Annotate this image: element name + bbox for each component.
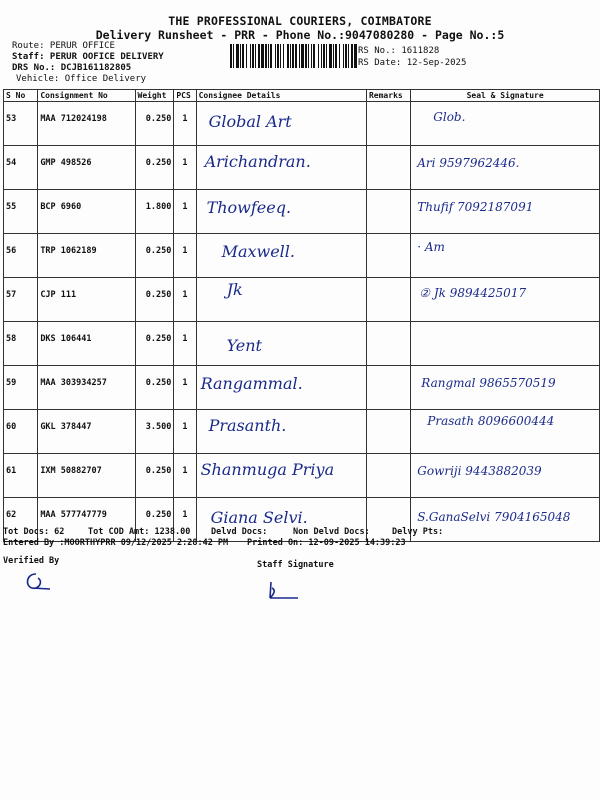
seal-signature-cell <box>411 102 600 146</box>
receiver-signature: Ari 9597962446. <box>417 156 520 170</box>
verified-by-label: Verified By <box>3 556 60 566</box>
total-cod: Tot COD Amt: 1238.00 <box>88 527 191 537</box>
consignment-cell <box>38 410 135 454</box>
non-delivered-docs: Non Delvd Docs: <box>293 527 370 537</box>
pcs-cell <box>174 322 196 366</box>
sno-text: 58 <box>6 334 17 344</box>
table-row <box>4 102 600 146</box>
consignment-text: MAA 577747779 <box>40 510 107 520</box>
pcs-text: 1 <box>182 334 188 344</box>
pcs-cell <box>174 146 196 190</box>
seal-signature-cell <box>411 410 600 454</box>
pcs-text: 1 <box>182 202 188 212</box>
pcs-text: 1 <box>182 246 188 256</box>
verifier-signature <box>22 568 52 594</box>
weight-text: 3.500 <box>145 422 172 432</box>
consignee-details-cell <box>196 190 366 234</box>
col-remarks: Remarks <box>366 90 410 102</box>
consignee-details-cell <box>196 410 366 454</box>
delivery-points: Delvy Pts: <box>392 527 444 537</box>
rs-number: RS No.: 1611828 <box>358 46 440 56</box>
sno-text: 59 <box>6 378 17 388</box>
receiver-signature: Rangmal 9865570519 <box>421 376 556 390</box>
table-row <box>4 278 600 322</box>
staff-signature-label: Staff Signature <box>257 560 334 570</box>
remarks-cell <box>366 322 410 366</box>
col-details: Consignee Details <box>196 90 366 102</box>
staff-signature <box>262 578 302 604</box>
receiver-signature: Gowriji 9443882039 <box>417 464 542 478</box>
pcs-text: 1 <box>182 510 188 520</box>
runsheet-subtitle: Delivery Runsheet - PRR - Phone No.:9047080280 - Page No.:5 <box>95 28 505 42</box>
receiver-signature: Glob. <box>433 110 466 124</box>
weight-text: 0.250 <box>145 290 172 300</box>
sno-cell <box>4 278 38 322</box>
weight-cell <box>135 190 174 234</box>
remarks-cell <box>366 410 410 454</box>
seal-signature-cell <box>411 278 600 322</box>
rs-date: RS Date: 12-Sep-2025 <box>358 58 467 68</box>
seal-signature-cell <box>411 454 600 498</box>
consignee-details-cell <box>196 322 366 366</box>
pcs-cell <box>174 410 196 454</box>
remarks-cell <box>366 146 410 190</box>
consignment-cell <box>38 190 135 234</box>
table-row <box>4 322 600 366</box>
consignment-cell <box>38 102 135 146</box>
weight-cell <box>135 102 174 146</box>
sno-text: 53 <box>6 114 17 124</box>
remarks-cell <box>366 102 410 146</box>
consignment-cell <box>38 322 135 366</box>
company-title: THE PROFESSIONAL COURIERS, COIMBATORE <box>168 14 432 28</box>
receiver-signature: ② Jk 9894425017 <box>419 286 527 300</box>
consignee-name-handwritten: Thowfeeq. <box>206 198 292 217</box>
pcs-text: 1 <box>182 466 188 476</box>
pcs-cell <box>174 366 196 410</box>
table-row <box>4 190 600 234</box>
consignment-text: MAA 712024198 <box>40 114 107 124</box>
pcs-cell <box>174 234 196 278</box>
remarks-cell <box>366 366 410 410</box>
weight-text: 0.250 <box>145 158 172 168</box>
col-pcs: PCS <box>174 90 196 102</box>
pcs-text: 1 <box>182 290 188 300</box>
weight-text: 0.250 <box>145 466 172 476</box>
consignment-text: BCP 6960 <box>40 202 82 212</box>
pcs-text: 1 <box>182 378 188 388</box>
seal-signature-cell <box>411 234 600 278</box>
consignment-cell <box>38 146 135 190</box>
total-docs: Tot Docs: 62 <box>3 527 65 537</box>
sno-cell <box>4 454 38 498</box>
delivered-docs: Delvd Docs: <box>211 527 268 537</box>
consignment-text: TRP 1062189 <box>40 246 97 256</box>
table-header <box>4 90 600 102</box>
remarks-cell <box>366 234 410 278</box>
consignment-cell <box>38 234 135 278</box>
sno-cell <box>4 190 38 234</box>
weight-text: 1.800 <box>145 202 172 212</box>
sno-text: 55 <box>6 202 17 212</box>
sno-cell <box>4 234 38 278</box>
consignee-name-handwritten: Rangammal. <box>200 374 303 393</box>
consignment-text: IXM 50882707 <box>40 466 102 476</box>
drs-label: DRS No.: DCJB161182805 <box>12 63 132 73</box>
table-row <box>4 410 600 454</box>
consignee-name-handwritten: Global Art <box>208 112 292 131</box>
runsheet-table <box>3 89 600 542</box>
consignee-details-cell <box>196 146 366 190</box>
consignment-cell <box>38 454 135 498</box>
pcs-cell <box>174 190 196 234</box>
table-row <box>4 146 600 190</box>
pcs-text: 1 <box>182 114 188 124</box>
seal-signature-cell <box>411 322 600 366</box>
consignee-name-handwritten: Prasanth. <box>208 416 287 435</box>
consignee-details-cell <box>196 278 366 322</box>
col-consignment: Consignment No <box>38 90 135 102</box>
sno-text: 62 <box>6 510 17 520</box>
sno-text: 54 <box>6 158 17 168</box>
consignee-name-handwritten: Jk <box>226 280 243 299</box>
col-sno: S No <box>4 90 38 102</box>
barcode <box>230 44 356 68</box>
weight-text: 0.250 <box>145 378 172 388</box>
table-row <box>4 234 600 278</box>
consignment-cell <box>38 278 135 322</box>
consignee-details-cell <box>196 454 366 498</box>
consignee-details-cell <box>196 366 366 410</box>
remarks-cell <box>366 190 410 234</box>
printed-on: Printed On: 12-09-2025 14:39:23 <box>247 538 406 548</box>
receiver-signature: Thufif 7092187091 <box>417 200 534 214</box>
seal-signature-cell <box>411 366 600 410</box>
vehicle-label: Vehicle: Office Delivery <box>16 74 147 84</box>
receiver-signature: · Am <box>417 240 445 254</box>
pcs-cell <box>174 102 196 146</box>
sno-text: 61 <box>6 466 17 476</box>
consignee-name-handwritten: Giana Selvi. <box>210 508 308 527</box>
weight-text: 0.250 <box>145 334 172 344</box>
seal-signature-cell <box>411 190 600 234</box>
staff-label: Staff: PERUR OOFICE DELIVERY <box>12 52 164 62</box>
weight-cell <box>135 322 174 366</box>
remarks-cell <box>366 278 410 322</box>
consignment-text: GMP 498526 <box>40 158 92 168</box>
consignee-name-handwritten: Arichandran. <box>204 152 311 171</box>
entered-by: Entered By :MOORTHYPRR 09/12/2025 2:28:42 PM <box>3 538 229 548</box>
receiver-signature: S.GanaSelvi 7904165048 <box>417 510 571 524</box>
consignment-text: MAA 303934257 <box>40 378 107 388</box>
weight-text: 0.250 <box>145 510 172 520</box>
pcs-text: 1 <box>182 422 188 432</box>
weight-text: 0.250 <box>145 114 172 124</box>
weight-cell <box>135 366 174 410</box>
consignee-name-handwritten: Maxwell. <box>221 242 295 261</box>
seal-signature-cell <box>411 146 600 190</box>
pcs-text: 1 <box>182 158 188 168</box>
col-weight: Weight <box>135 90 174 102</box>
sno-cell <box>4 102 38 146</box>
remarks-cell <box>366 454 410 498</box>
pcs-cell <box>174 454 196 498</box>
weight-cell <box>135 278 174 322</box>
consignee-details-cell <box>196 234 366 278</box>
consignment-text: CJP 111 <box>40 290 77 300</box>
weight-cell <box>135 234 174 278</box>
sno-text: 57 <box>6 290 17 300</box>
consignment-text: DKS 106441 <box>40 334 92 344</box>
sno-text: 60 <box>6 422 17 432</box>
weight-cell <box>135 146 174 190</box>
consignee-name-handwritten: Yent <box>226 336 262 355</box>
route-label: Route: PERUR OFFICE <box>12 41 115 51</box>
weight-text: 0.250 <box>145 246 172 256</box>
pcs-cell <box>174 278 196 322</box>
receiver-signature: Prasath 8096600444 <box>427 414 555 428</box>
sno-cell <box>4 366 38 410</box>
col-seal: Seal & Signature <box>411 90 600 102</box>
weight-cell <box>135 410 174 454</box>
sno-text: 56 <box>6 246 17 256</box>
consignment-cell <box>38 366 135 410</box>
sno-cell <box>4 410 38 454</box>
consignee-details-cell <box>196 102 366 146</box>
consignment-text: GKL 378447 <box>40 422 92 432</box>
sno-cell <box>4 146 38 190</box>
table-row <box>4 454 600 498</box>
sno-cell <box>4 322 38 366</box>
consignee-name-handwritten: Shanmuga Priya <box>200 460 335 479</box>
weight-cell <box>135 454 174 498</box>
table-row <box>4 366 600 410</box>
